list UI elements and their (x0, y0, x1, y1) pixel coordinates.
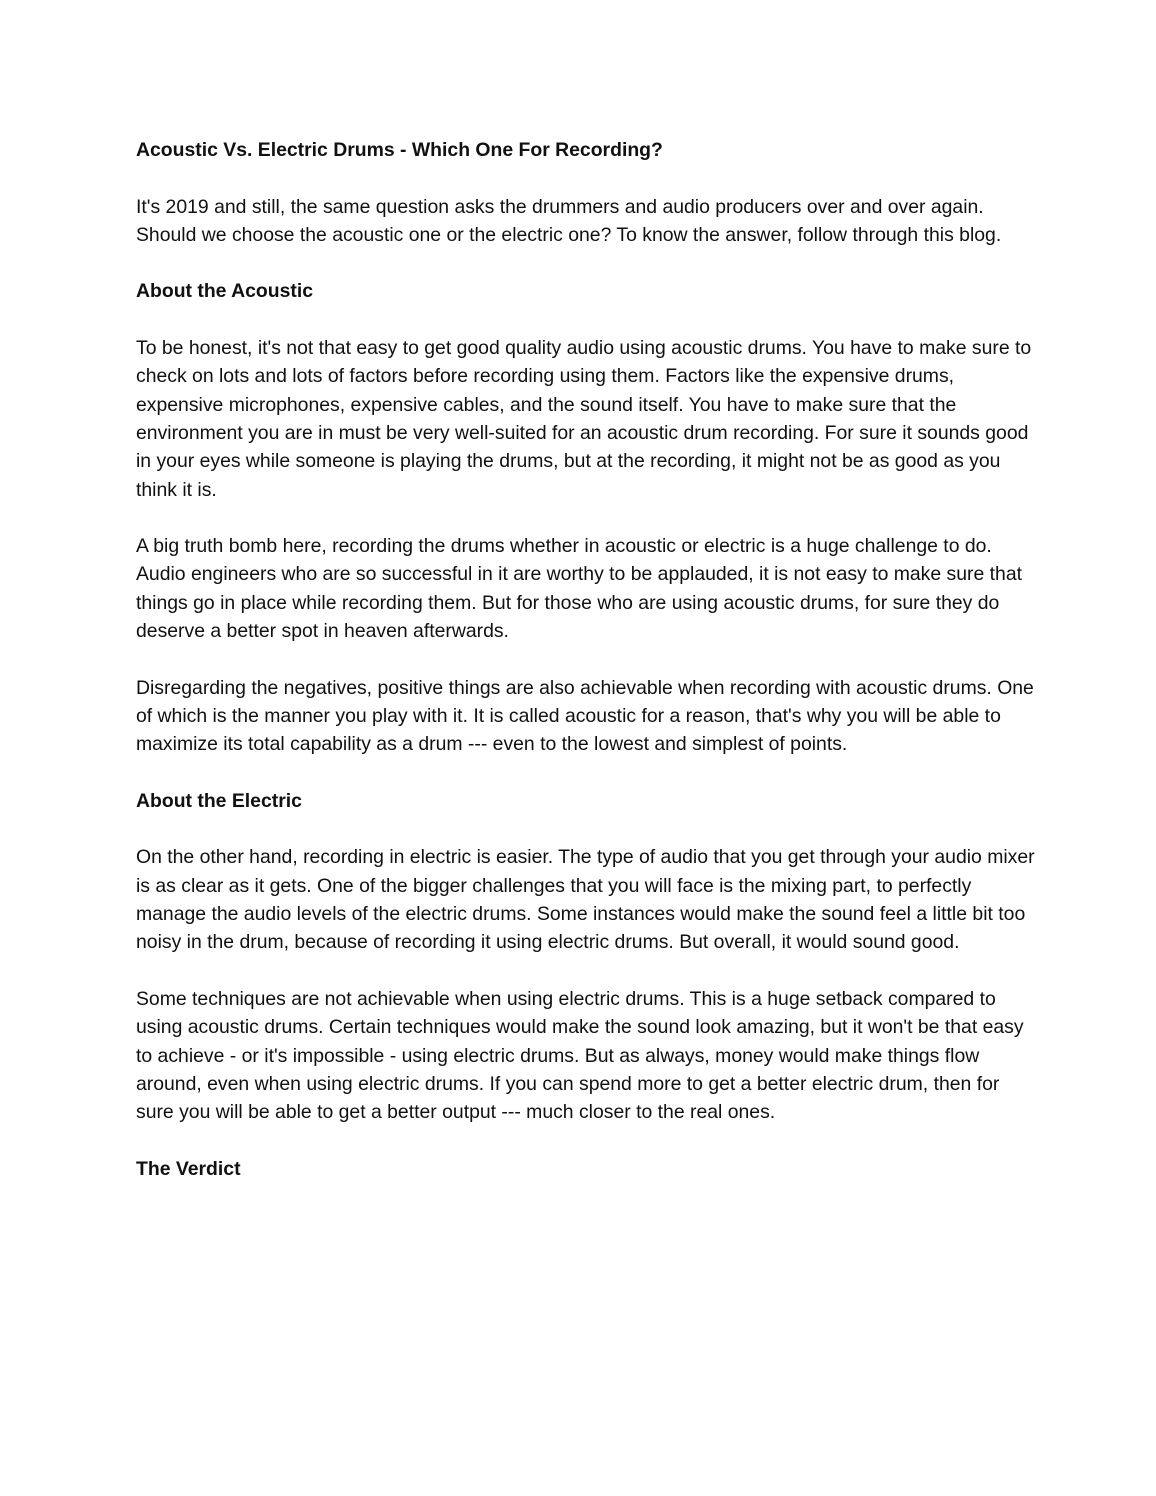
section-heading-electric: About the Electric (136, 789, 302, 812)
electric-paragraph-1: On the other hand, recording in electric is easier. The type of audio that you get through your audio mixer is as clear as it gets. One of the bigger challenges that you will face is the mixing part, to perfectly manage the audio levels of the electric drums. Some instances would make the sound feel a little bit too noisy in the drum, because of recording it using electric drums. But overall, it would sound good. (136, 846, 1035, 954)
acoustic-paragraph-3: Disregarding the negatives, positive things are also achievable when recording with acoustic drums. One of which is the manner you play with it. It is called acoustic for a reason, that's why you will be able to maximize its total capability as a drum --- even to the lowest and simplest of points. (136, 676, 1034, 756)
document-page (136, 136, 1036, 1211)
acoustic-paragraph-1: To be honest, it's not that easy to get good quality audio using acoustic drums. You have to make sure to check on lots and lots of factors before recording using them. Factors like the expensive drums, expensive microphones, expensive cables, and the sound itself. You have to make sure that the environment you are in must be very well-suited for an acoustic drum recording. For sure it sounds good in your eyes while someone is playing the drums, but at the recording, it might not be as good as you think it is. (136, 337, 1032, 501)
document-title: Acoustic Vs. Electric Drums - Which One For Recording? (136, 139, 663, 161)
electric-paragraph-2: Some techniques are not achievable when using electric drums. This is a huge setback compared to using acoustic drums. Certain techniques would make the sound look amazing, but it won't be that easy to achieve - or it's impossible - using electric drums. But as always, money would make things flow around, even when using electric drums. If you can spend more to get a better electric drum, then for sure you will be able to get a better output --- much closer to the real ones. (136, 987, 1024, 1124)
acoustic-paragraph-2: A big truth bomb here, recording the drums whether in acoustic or electric is a huge challenge to do. Audio engineers who are so successful in it are worthy to be applauded, it is not easy to make sure that things go in place while recording them. But for those who are using acoustic drums, for sure they do deserve a better spot in heaven afterwards. (136, 535, 1023, 643)
section-heading-acoustic: About the Acoustic (136, 280, 314, 303)
intro-paragraph: It's 2019 and still, the same question asks the drummers and audio producers over and over again. Should we choose the acoustic one or the electric one? To know the answer, follow through this blog. (136, 195, 1002, 246)
section-heading-verdict: The Verdict (136, 1157, 241, 1180)
